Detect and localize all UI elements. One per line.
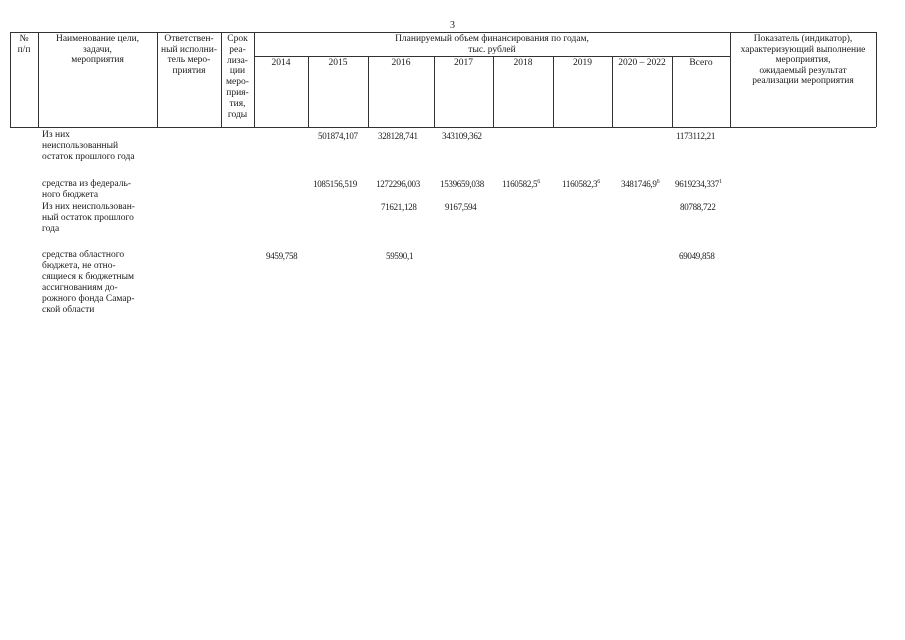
- row-label: Из них неиспользован- ный остаток прошлого года: [42, 202, 135, 234]
- year-2014: 2014: [271, 58, 291, 68]
- value-2015: 1085156,519: [313, 179, 357, 189]
- border-right: [876, 32, 877, 127]
- value-2016: 1272296,003: [376, 179, 420, 189]
- value-total: 69049,858: [679, 251, 715, 261]
- header-col-num: № п/п: [17, 34, 31, 55]
- year-2018: 2018: [513, 58, 533, 68]
- header-top-border: [10, 32, 876, 33]
- value-2017: 1539659,038: [440, 179, 484, 189]
- value-2016: 328128,741: [378, 131, 418, 141]
- year-2015: 2015: [328, 58, 348, 68]
- header-bottom-border: [10, 127, 876, 128]
- footnote-mark: 6: [597, 179, 600, 185]
- value-2019: 1160582,3$^6$: [562, 179, 600, 189]
- value-2020-2022: 3481746,9$^6$: [621, 179, 660, 189]
- header-col-term: Срок реа- лиза- ции меро- прия- тия, годы: [226, 34, 249, 120]
- value-2014: 9459,758: [266, 251, 298, 261]
- header-col-indicator: Показатель (индикатор), характеризующий выполнение мероприятия, ожидаемый результат реализации мероприятия: [740, 34, 866, 86]
- header-col-financing: Планируемый объем финансирования по годам, тыс. рублей: [395, 34, 589, 55]
- value-total: 80788,722: [680, 202, 716, 212]
- year-2017: 2017: [454, 58, 473, 68]
- value-2015: 501874,107: [318, 131, 358, 141]
- year-2019: 2019: [573, 58, 592, 68]
- page-number: 3: [450, 20, 455, 31]
- years-divider: [254, 56, 730, 57]
- value-2016: 59590,1: [386, 251, 414, 261]
- year-total: Всего: [689, 58, 713, 68]
- footnote-mark: 6: [537, 179, 540, 185]
- value-total: 1173112,21: [676, 131, 716, 141]
- row-label: средства областного бюджета, не отно- сящиеся к бюджетным ассигнованиям до- рожного фонда Самар- ской области: [42, 250, 135, 315]
- value-total: 9619234,337$^1$: [675, 179, 722, 189]
- footnote-mark: 6: [656, 179, 660, 185]
- value-2018: 1160582,5$^6$: [502, 179, 540, 189]
- value-2017: 9167,594: [445, 202, 477, 212]
- year-2016: 2016: [391, 58, 411, 68]
- row-label: средства из федераль- ного бюджета: [42, 179, 132, 200]
- header-col-executor: Ответствен- ный исполни- тель меро- приятия: [160, 34, 217, 76]
- row-label: Из них неиспользованный остаток прошлого года: [42, 130, 135, 162]
- footnote-mark: 1: [718, 179, 722, 185]
- header-col-name: Наименование цели, задачи, мероприятия: [55, 34, 140, 65]
- value-2016: 71621,128: [381, 202, 417, 212]
- value-2017: 343109,362: [442, 131, 482, 141]
- year-2020-2022: 2020 – 2022: [618, 58, 666, 68]
